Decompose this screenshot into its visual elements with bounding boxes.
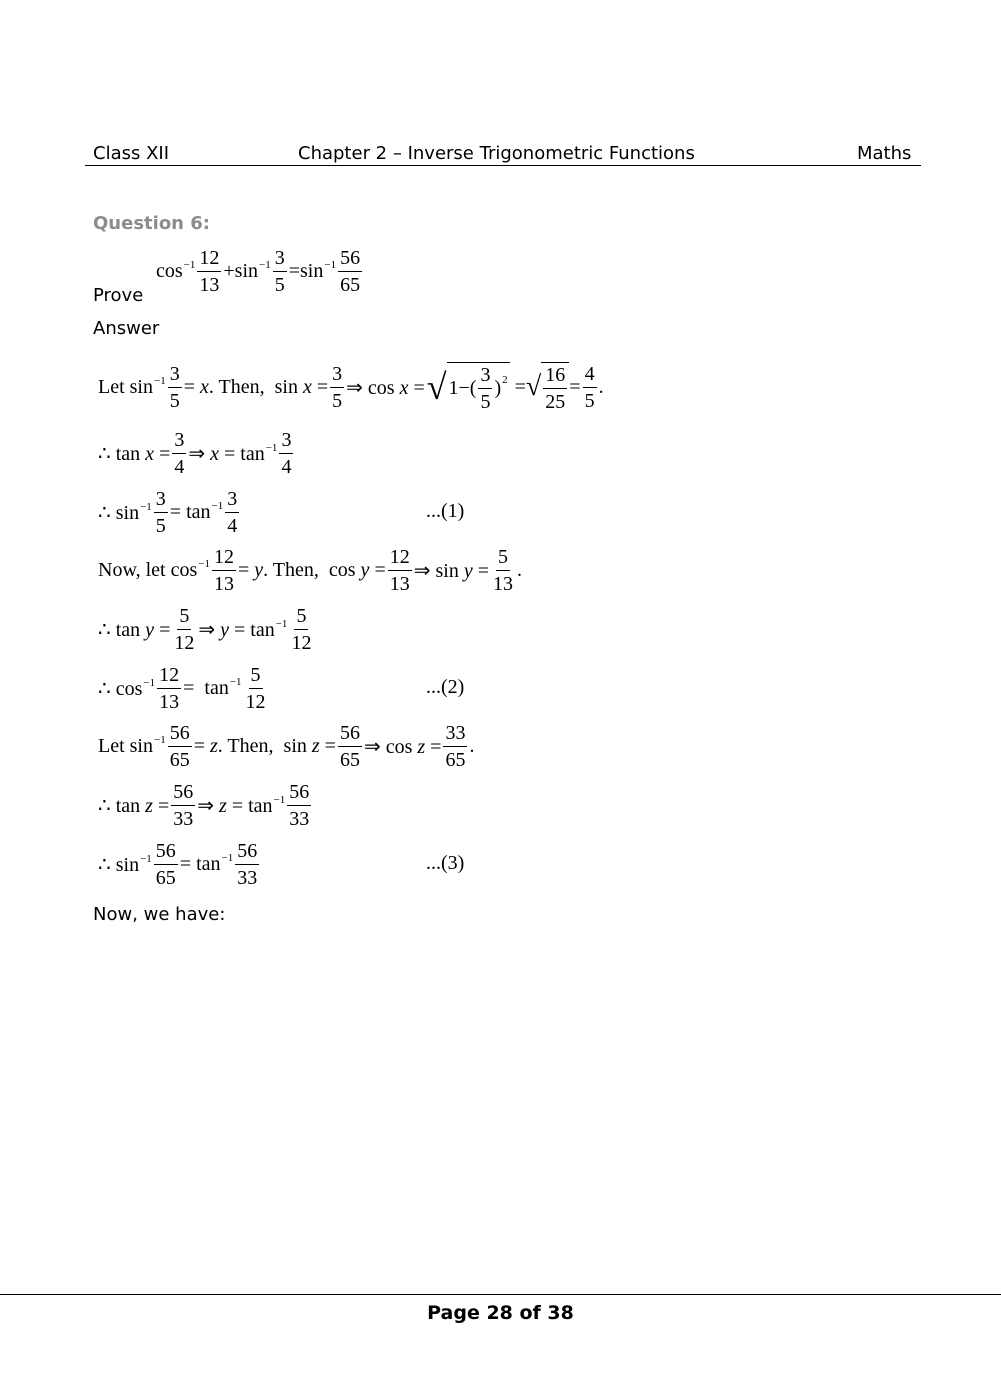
equation-line-4: Now, let $\cos^{-1}$ $\frac{12}{13}$ = y. Then, cos y = $\frac{12}{13}$ ⇒ sin y = $\frac{5}{13}$ . xyxy=(98,546,522,595)
header-chapter: Chapter 2 – Inverse Trigonometric Functions xyxy=(298,143,695,164)
answer-label: Answer xyxy=(93,318,160,339)
equation-line-2: ∴ tan x = $\frac{3}{4}$ ⇒ $x = \tan^{-1}$ $\frac{3}{4}$ xyxy=(98,429,292,478)
equation-statement: $\cos^{-1}$ $\frac{12}{13}$ $+\sin^{-1}$ $\frac{3}{5}$ $=\sin^{-1}$ $\frac{56}{65}$ xyxy=(156,247,361,296)
footer-rule xyxy=(0,1294,1001,1295)
question-label: Question 6: xyxy=(93,213,210,234)
equation-line-6: ∴ $\cos^{-1}$ $\frac{12}{13}$ = $\tan^{-1}$ $\frac{5}{12}$ xyxy=(98,664,266,713)
equation-tag-1: ...(1) xyxy=(426,500,465,522)
prove-label: Prove xyxy=(93,285,144,306)
equation-line-1: Let $\sin^{-1}$ $\frac{3}{5}$ = x. Then, sin x = $\frac{3}{5}$ ⇒ cos x = √ 1−( $\frac{3}{5}$ ) $^2$ = √ $\frac{16}{25}$ = $\frac{4}{5}$ . xyxy=(98,362,604,413)
closing-text: Now, we have: xyxy=(93,904,226,925)
header-rule xyxy=(85,165,921,166)
equation-line-7: Let $\sin^{-1}$ $\frac{56}{65}$ = z. Then, sin z = $\frac{56}{65}$ ⇒ cos z = $\frac{33}{65}$ . xyxy=(98,722,475,771)
header-subject: Maths xyxy=(857,143,912,164)
header-class: Class XII xyxy=(93,143,170,164)
equation-line-3: ∴ $\sin^{-1}$ $\frac{3}{5}$ = $\tan^{-1}$ $\frac{3}{4}$ xyxy=(98,488,238,537)
equation-tag-2: ...(2) xyxy=(426,676,465,698)
equation-line-9: ∴ $\sin^{-1}$ $\frac{56}{65}$ = $\tan^{-1}$ $\frac{56}{33}$ xyxy=(98,840,258,889)
equation-line-8: ∴ tan z = $\frac{56}{33}$ ⇒ $z = \tan^{-1}$ $\frac{56}{33}$ xyxy=(98,781,310,830)
equation-line-5: ∴ tan y = $\frac{5}{12}$ ⇒ $y = \tan^{-1}$ $\frac{5}{12}$ xyxy=(98,605,312,654)
page-number: Page 28 of 38 xyxy=(427,1302,574,1324)
equation-tag-3: ...(3) xyxy=(426,852,465,874)
